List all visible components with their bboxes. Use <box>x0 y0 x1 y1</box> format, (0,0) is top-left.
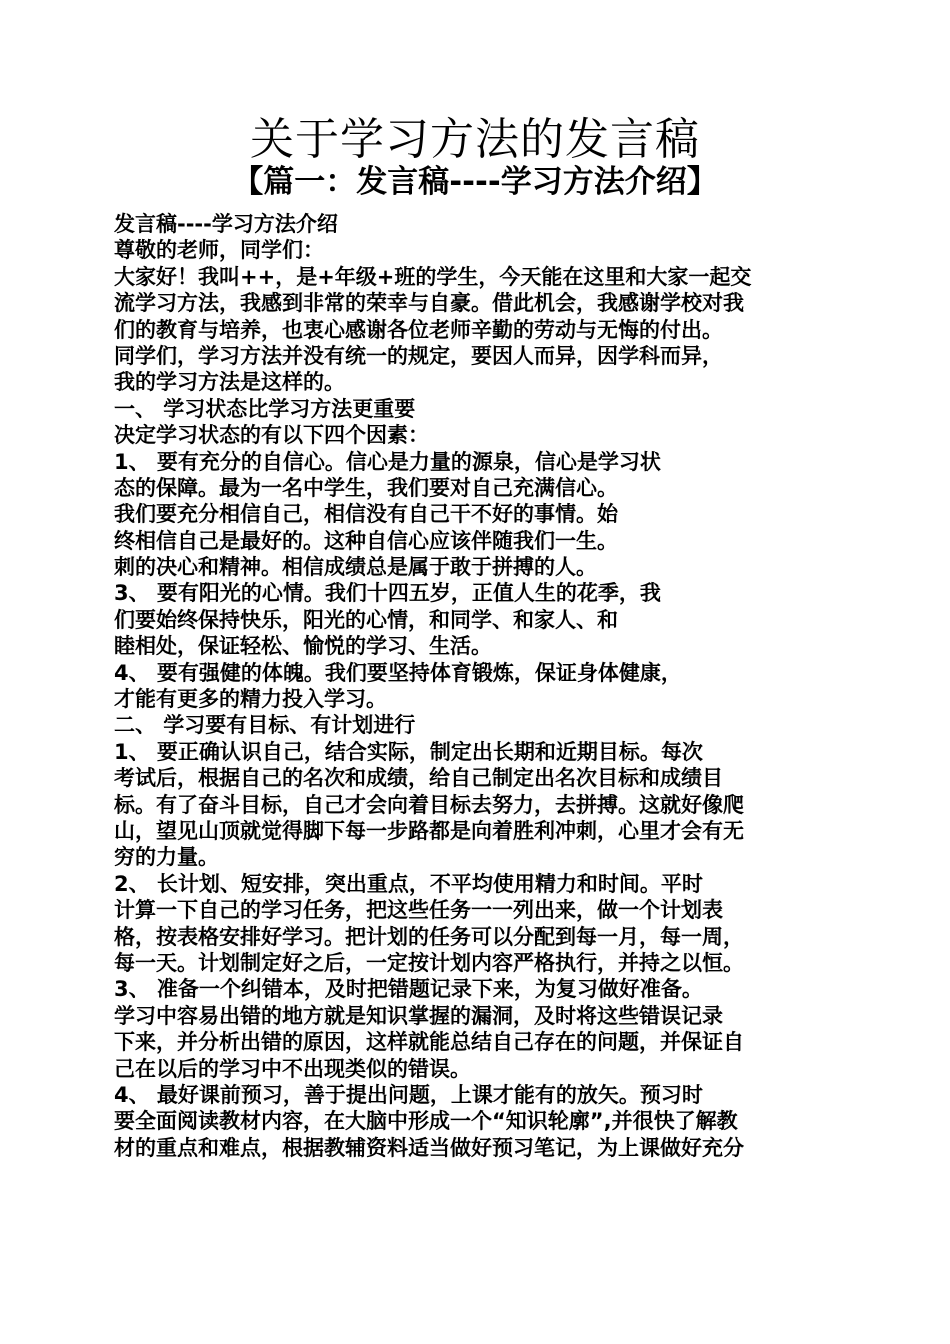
body-line: 大家好！我叫++，是+年级+班的学生，今天能在这里和大家一起交 <box>114 264 752 289</box>
document-title: 关于学习方法的发言稿 <box>250 114 700 165</box>
body-line: 2、 长计划、短安排，突出重点，不平均使用精力和时间。平时 <box>114 871 703 896</box>
body-line: 态的保障。最为一名中学生，我们要对自己充满信心。 <box>114 475 618 500</box>
body-line: 山，望见山顶就觉得脚下每一步路都是向着胜利冲刺，心里才会有无 <box>114 818 744 843</box>
body-line: 刺的决心和精神。相信成绩总是属于敢于拼搏的人。 <box>114 555 597 580</box>
body-line: 下来，并分析出错的原因，这样就能总结自己存在的问题，并保证自 <box>114 1030 744 1055</box>
body-line: 计算一下自己的学习任务，把这些任务一一列出来，做一个计划表 <box>114 898 723 923</box>
body-line: 二、 学习要有目标、有计划进行 <box>114 713 416 738</box>
body-line: 1、 要有充分的自信心。信心是力量的源泉，信心是学习状 <box>114 449 661 474</box>
body-line: 我们要充分相信自己，相信没有自己干不好的事情。始 <box>114 502 618 527</box>
body-line: 3、 要有阳光的心情。我们十四五岁，正值人生的花季，我 <box>114 581 661 606</box>
body-line: 发言稿----学习方法介绍 <box>114 212 338 236</box>
body-line: 格，按表格安排好学习。把计划的任务可以分配到每一月，每一周， <box>114 924 744 949</box>
body-line: 每一天。计划制定好之后，一定按计划内容严格执行，并持之以恒。 <box>114 950 744 975</box>
body-line: 要全面阅读教材内容，在大脑中形成一个“知识轮廓”,并很快了解教 <box>114 1109 738 1134</box>
body-line: 4、 要有强健的体魄。我们要坚持体育锻炼，保证身体健康， <box>114 660 682 685</box>
body-line: 学习中容易出错的地方就是知识掌握的漏洞，及时将这些错误记录 <box>114 1003 723 1028</box>
body-line: 们的教育与培养，也衷心感谢各位老师辛勤的劳动与无悔的付出。 <box>114 317 723 342</box>
document-subtitle: 【篇一：发言稿----学习方法介绍】 <box>232 164 718 200</box>
body-line: 己在以后的学习中不出现类似的错误。 <box>114 1056 471 1081</box>
body-line: 尊敬的老师，同学们： <box>114 238 324 263</box>
body-line: 们要始终保持快乐，阳光的心情，和同学、和家人、和 <box>114 607 618 632</box>
body-line: 才能有更多的精力投入学习。 <box>114 687 387 712</box>
body-line: 3、 准备一个纠错本，及时把错题记录下来，为复习做好准备。 <box>114 977 703 1002</box>
body-line: 考试后，根据自己的名次和成绩，给自己制定出名次目标和成绩目 <box>114 766 723 791</box>
body-line: 终相信自己是最好的。这种自信心应该伴随我们一生。 <box>114 528 618 553</box>
body-line: 流学习方法，我感到非常的荣幸与自豪。借此机会，我感谢学校对我 <box>114 291 744 316</box>
body-line: 标。有了奋斗目标，自己才会向着目标去努力，去拼搏。这就好像爬 <box>114 792 744 817</box>
body-line: 睦相处，保证轻松、愉悦的学习、生活。 <box>114 634 492 659</box>
document-body <box>114 211 842 1161</box>
body-line: 一、 学习状态比学习方法更重要 <box>114 396 416 421</box>
body-line: 我的学习方法是这样的。 <box>114 370 345 395</box>
body-line: 决定学习状态的有以下四个因素： <box>114 423 429 448</box>
body-line: 4、 最好课前预习，善于提出问题，上课才能有的放矢。预习时 <box>114 1082 703 1107</box>
body-line: 穷的力量。 <box>114 845 219 870</box>
body-line: 材的重点和难点，根据教辅资料适当做好预习笔记，为上课做好充分 <box>114 1135 744 1160</box>
body-line: 同学们，学习方法并没有统一的规定，要因人而异，因学科而异， <box>114 343 723 368</box>
body-line: 1、 要正确认识自己，结合实际，制定出长期和近期目标。每次 <box>114 739 703 764</box>
